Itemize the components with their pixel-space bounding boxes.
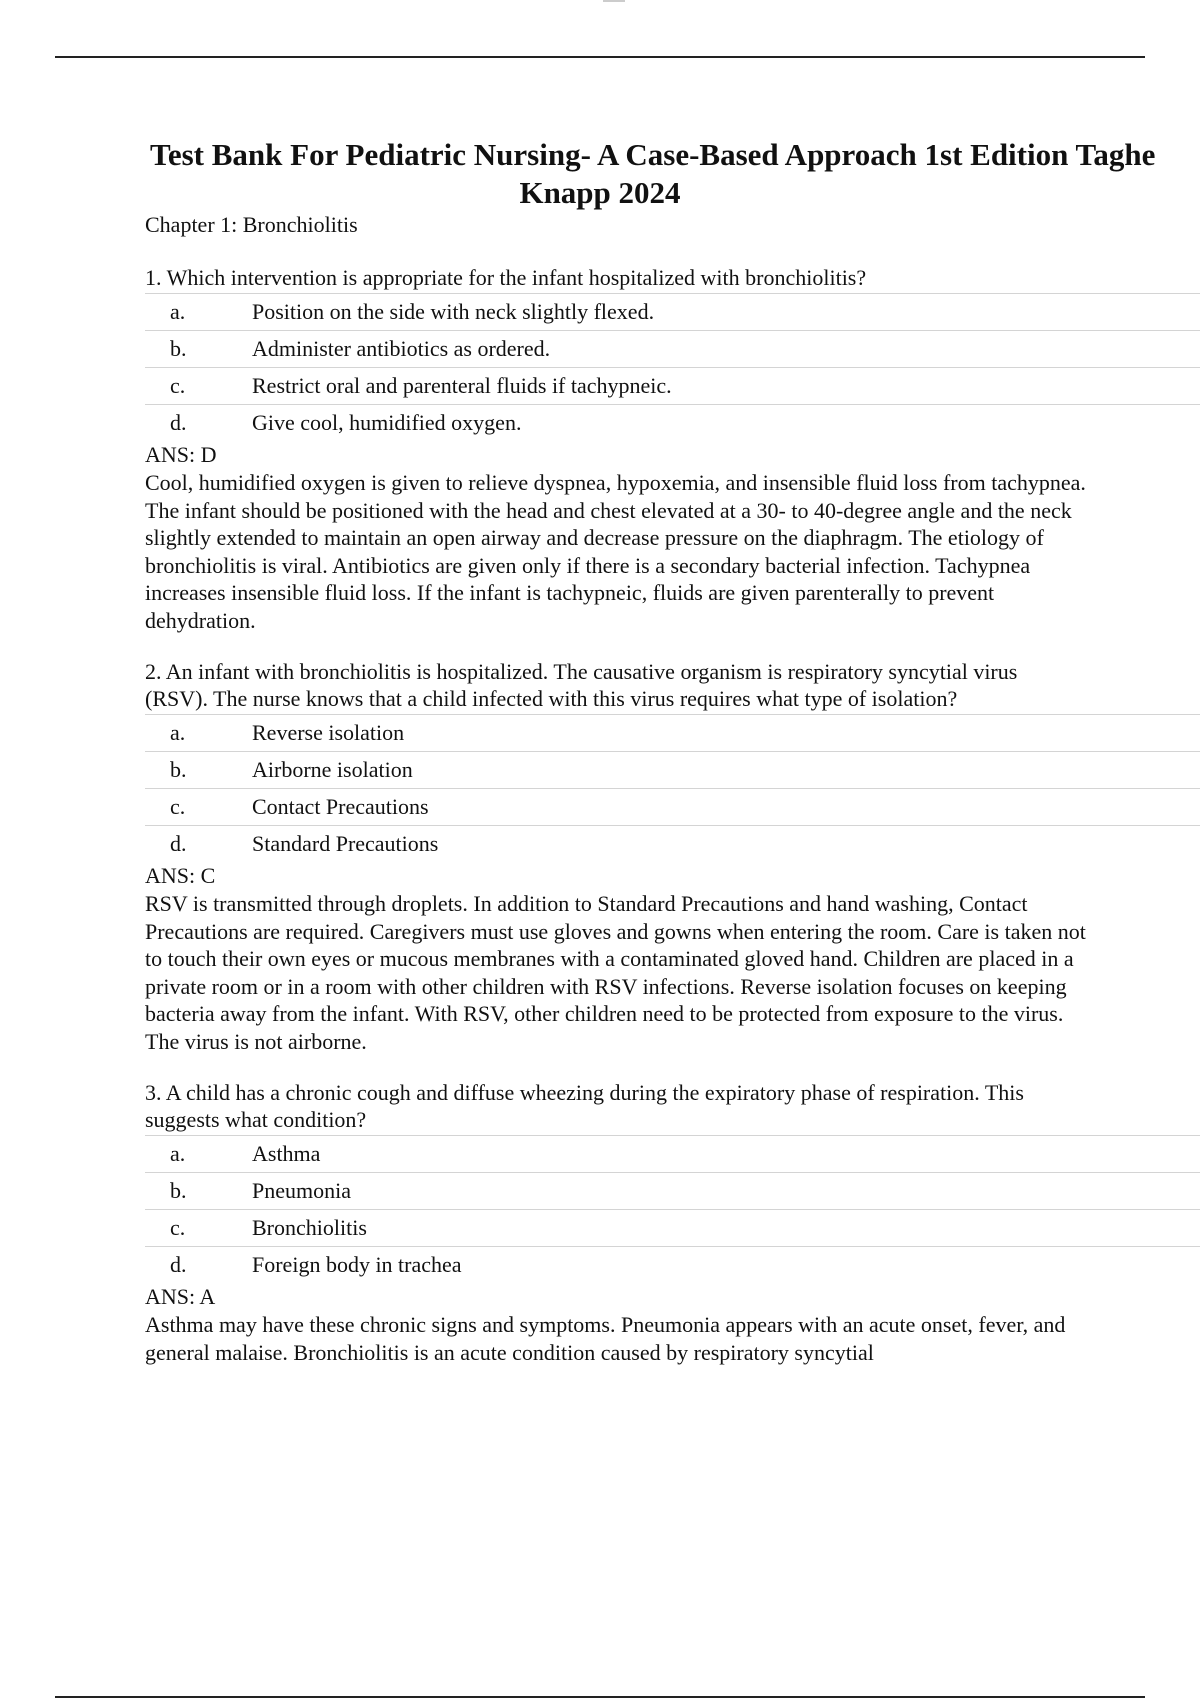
rationale-text: Asthma may have these chronic signs and symptoms. Pneumonia appears with an acute onset, fever, and general malaise. Bronchiolitis is an acute condition caused by respiratory syncytial bbox=[145, 1312, 1066, 1365]
option-letter: a. bbox=[170, 1141, 186, 1166]
option-letter: d. bbox=[170, 831, 187, 856]
option-text: Foreign body in trachea bbox=[252, 1252, 462, 1277]
option-text: Standard Precautions bbox=[252, 831, 439, 856]
option-letter: c. bbox=[170, 373, 186, 398]
option-text: Position on the side with neck slightly flexed. bbox=[252, 299, 655, 324]
option-text: Asthma bbox=[252, 1141, 321, 1166]
option-d bbox=[145, 1247, 1200, 1283]
option-c bbox=[145, 789, 1200, 826]
header-rule bbox=[55, 56, 1145, 58]
option-text: Bronchiolitis bbox=[252, 1215, 367, 1240]
option-b bbox=[145, 331, 1200, 368]
footer-rule bbox=[55, 1696, 1145, 1698]
option-letter: b. bbox=[170, 757, 187, 782]
option-a bbox=[145, 294, 1200, 331]
option-d bbox=[145, 405, 1200, 441]
answer-key: ANS: C bbox=[145, 863, 216, 888]
option-letter: d. bbox=[170, 410, 187, 435]
option-text: Administer antibiotics as ordered. bbox=[252, 336, 551, 361]
option-letter: d. bbox=[170, 1252, 187, 1277]
option-a bbox=[145, 1136, 1200, 1173]
document-title-line2: Knapp 2024 bbox=[519, 175, 681, 210]
option-b bbox=[145, 752, 1200, 789]
option-text: Pneumonia bbox=[252, 1178, 351, 1203]
answer-key: ANS: A bbox=[145, 1284, 216, 1309]
option-c bbox=[145, 368, 1200, 405]
options-list bbox=[145, 1135, 1200, 1283]
page-top-marker bbox=[603, 0, 625, 2]
option-text: Give cool, humidified oxygen. bbox=[252, 410, 522, 435]
option-letter: b. bbox=[170, 1178, 187, 1203]
rationale-text: RSV is transmitted through droplets. In addition to Standard Precautions and hand washing, Contact Precautions are required. Caregivers must use gloves and gowns when entering the room. Care is taken not to touch their own eyes or mucous membranes with a contaminated gloved hand. Children are placed in a private room or in a room with other children with RSV infections. Reverse isolation focuses on keeping bacteria away from the infant. With RSV, other children need to be protected from exposure to the virus. The virus is not airborne. bbox=[145, 891, 1086, 1054]
option-text: Restrict oral and parenteral fluids if tachypneic. bbox=[252, 373, 672, 398]
question-3 bbox=[145, 1079, 1200, 1366]
option-d bbox=[145, 826, 1200, 862]
option-letter: b. bbox=[170, 336, 187, 361]
answer-key: ANS: D bbox=[145, 442, 217, 467]
question-stem: 2. An infant with bronchiolitis is hospitalized. The causative organism is respiratory syncytial virus (RSV). The nurse knows that a child infected with this virus requires what type of isolation? bbox=[145, 659, 1018, 711]
question-stem: 3. A child has a chronic cough and diffuse wheezing during the expiratory phase of respiration. This suggests what condition? bbox=[145, 1080, 1024, 1132]
document-body bbox=[145, 210, 1200, 1366]
option-letter: a. bbox=[170, 720, 186, 745]
option-text: Reverse isolation bbox=[252, 720, 405, 745]
question-stem: 1. Which intervention is appropriate for the infant hospitalized with bronchiolitis? bbox=[145, 265, 867, 290]
question-2 bbox=[145, 658, 1200, 1055]
option-text: Contact Precautions bbox=[252, 794, 429, 819]
option-text: Airborne isolation bbox=[252, 757, 413, 782]
options-list bbox=[145, 293, 1200, 441]
option-b bbox=[145, 1173, 1200, 1210]
option-letter: a. bbox=[170, 299, 186, 324]
document-title: Test Bank For Pediatric Nursing- A Case-Based Approach 1st Edition Taghe bbox=[150, 137, 1156, 172]
rationale-text: Cool, humidified oxygen is given to relieve dyspnea, hypoxemia, and insensible fluid loss from tachypnea. The infant should be positioned with the head and chest elevated at a 30- to 40-degree angle and the neck slightly extended to maintain an open airway and decrease pressure on the diaphragm. The etiology of bronchiolitis is viral. Antibiotics are given only if there is a secondary bacterial infection. Tachypnea increases insensible fluid loss. If the infant is tachypneic, fluids are given parenterally to prevent dehydration. bbox=[145, 470, 1086, 633]
options-list bbox=[145, 714, 1200, 862]
question-1 bbox=[145, 264, 1200, 634]
chapter-heading: Chapter 1: Bronchiolitis bbox=[145, 212, 358, 237]
option-c bbox=[145, 1210, 1200, 1247]
option-letter: c. bbox=[170, 794, 186, 819]
option-letter: c. bbox=[170, 1215, 186, 1240]
option-a bbox=[145, 715, 1200, 752]
